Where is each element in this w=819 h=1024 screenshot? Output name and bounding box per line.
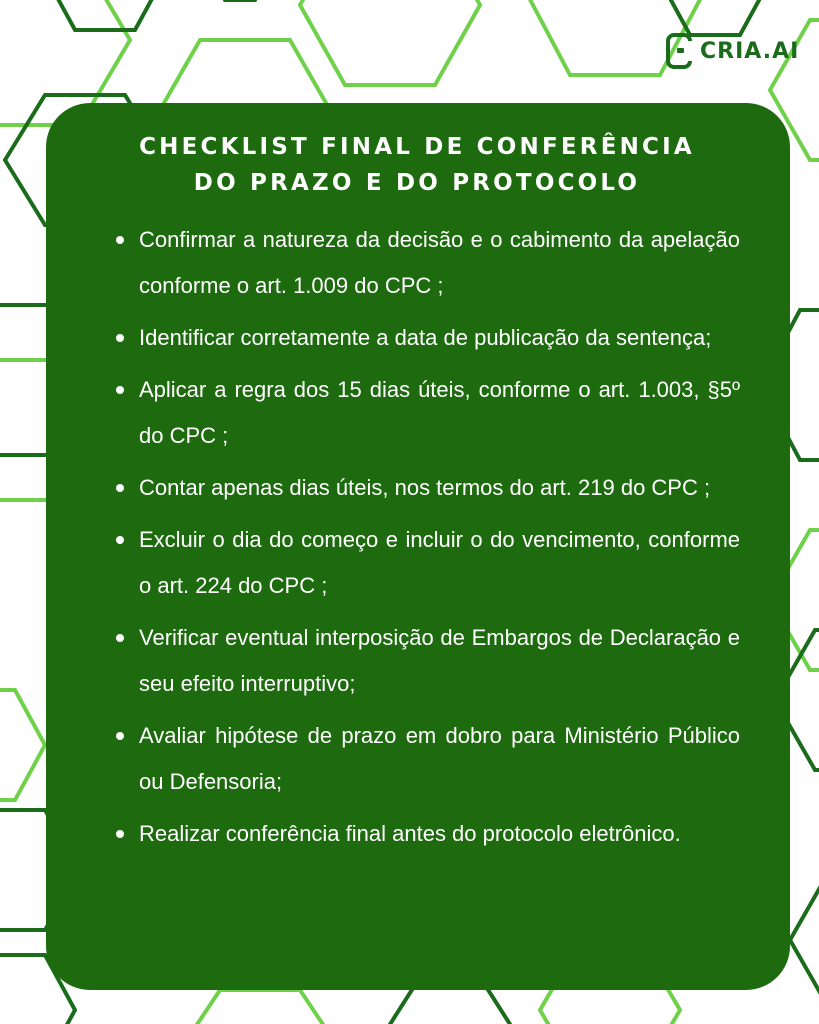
- checklist-item: Avaliar hipótese de prazo em dobro para Ministério Público ou Defensoria;: [116, 713, 740, 805]
- checklist-item: Aplicar a regra dos 15 dias úteis, conforme o art. 1.003, §5º do CPC ;: [116, 367, 740, 459]
- checklist-item: Identificar corretamente a data de publicação da sentença;: [116, 315, 740, 361]
- brand-logo: [666, 32, 799, 70]
- checklist: [116, 217, 740, 857]
- checklist-item: Confirmar a natureza da decisão e o cabimento da apelação conforme o art. 1.009 do CPC ;: [116, 217, 740, 309]
- card-title-line-1: CHECKLIST FINAL DE CONFERÊNCIA: [139, 134, 695, 160]
- card-title: [94, 129, 740, 201]
- card-title-line-2: DO PRAZO E DO PROTOCOLO: [193, 170, 641, 196]
- checklist-item: Excluir o dia do começo e incluir o do vencimento, conforme o art. 224 do CPC ;: [116, 517, 740, 609]
- checklist-item: Verificar eventual interposição de Embargos de Declaração e seu efeito interruptivo;: [116, 615, 740, 707]
- bracket-logo-icon: [666, 33, 692, 69]
- checklist-card: [46, 103, 790, 990]
- checklist-item: Contar apenas dias úteis, nos termos do art. 219 do CPC ;: [116, 465, 740, 511]
- checklist-item: Realizar conferência final antes do protocolo eletrônico.: [116, 811, 740, 857]
- brand-name: CRIA.AI: [700, 38, 800, 64]
